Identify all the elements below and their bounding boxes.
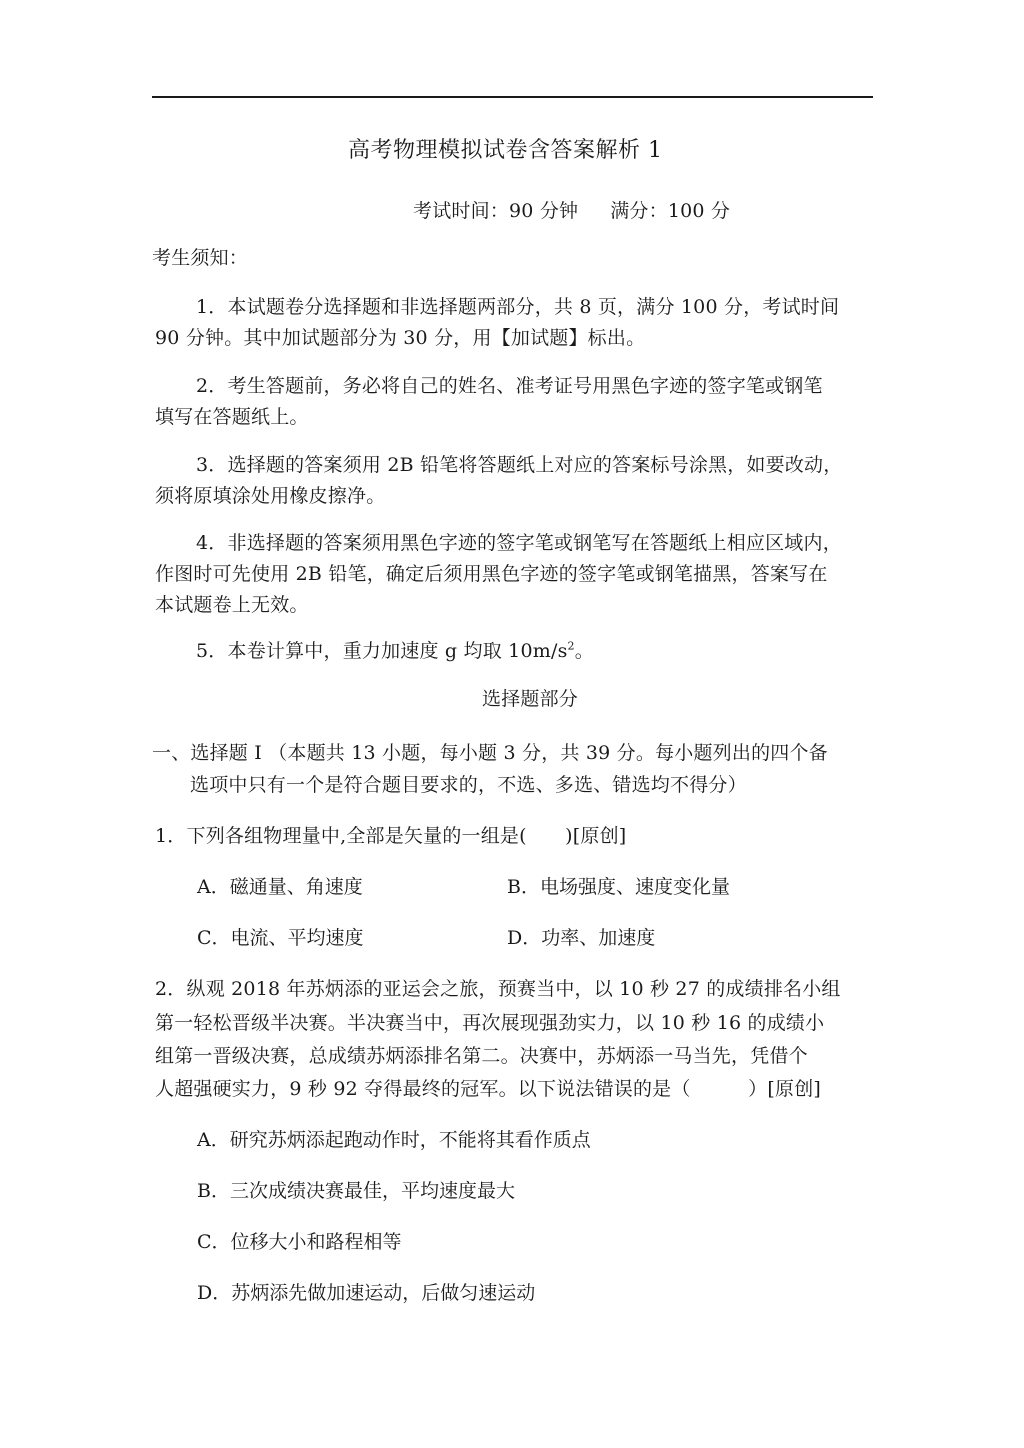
exam-time: 考试时间：90 分钟	[413, 200, 579, 222]
document-title: 高考物理模拟试卷含答案解析 1	[348, 138, 663, 163]
notice-item-3-line-1: 3．选择题的答案须用 2B 铅笔将答题纸上对应的答案标号涂黑，如要改动，	[196, 454, 843, 476]
notice-item-1-line-1: 1．本试题卷分选择题和非选择题两部分，共 8 页，满分 100 分，考试时间	[196, 296, 840, 318]
question-2-stem-line-1: 2．纵观 2018 年苏炳添的亚运会之旅，预赛当中，以 10 秒 27 的成绩排名小组	[155, 978, 841, 1000]
notice-item-4-line-1: 4．非选择题的答案须用黑色字迹的签字笔或钢笔写在答题纸上相应区域内，	[196, 532, 842, 554]
section-heading: 选择题部分	[482, 688, 579, 710]
question-1-option-d: D．功率、加速度	[507, 927, 656, 949]
part1-instructions-line-1: 一、选择题 I （本题共 13 小题，每小题 3 分，共 39 分。每小题列出的四个备	[152, 742, 828, 764]
question-2-stem-line-3: 组第一晋级决赛，总成绩苏炳添排名第二。决赛中，苏炳添一马当先，凭借个	[155, 1045, 808, 1067]
question-2-option-c: C．位移大小和路程相等	[197, 1231, 402, 1253]
part1-instructions-line-2: 选项中只有一个是符合题目要求的，不选、多选、错选均不得分）	[190, 774, 747, 796]
notice-item-4-line-2: 作图时可先使用 2B 铅笔，确定后须用黑色字迹的签字笔或钢笔描黑，答案写在	[155, 563, 828, 585]
question-1-option-a: A．磁通量、角速度	[197, 876, 363, 898]
full-score: 满分：100 分	[610, 200, 731, 222]
exam-meta	[413, 196, 730, 226]
notice-item-5	[196, 636, 594, 666]
question-2-option-a: A．研究苏炳添起跑动作时，不能将其看作质点	[197, 1129, 591, 1151]
question-2-stem-line-4: 人超强硬实力，9 秒 92 夺得最终的冠军。以下说法错误的是（ ）[原创]	[155, 1078, 822, 1100]
notice-item-1-line-2: 90 分钟。其中加试题部分为 30 分，用【加试题】标出。	[155, 327, 646, 349]
question-2-stem-line-2: 第一轻松晋级半决赛。半决赛当中，再次展现强劲实力，以 10 秒 16 的成绩小	[155, 1012, 825, 1034]
notice-item-5-text: 5．本卷计算中，重力加速度 g 均取 10m/s	[196, 640, 568, 662]
notice-item-3-line-2: 须将原填涂处用橡皮擦净。	[155, 485, 386, 507]
notice-item-5-end: 。	[574, 640, 594, 662]
question-1-stem: 1．下列各组物理量中,全部是矢量的一组是( )[原创]	[155, 825, 627, 847]
notice-item-2-line-1: 2．考生答题前，务必将自己的姓名、准考证号用黑色字迹的签字笔或钢笔	[196, 375, 823, 397]
exponent: 2	[567, 639, 575, 653]
question-1-option-c: C．电流、平均速度	[197, 927, 364, 949]
notice-heading: 考生须知：	[152, 247, 249, 269]
question-2-option-d: D．苏炳添先做加速运动，后做匀速运动	[197, 1282, 536, 1304]
header-rule	[152, 96, 873, 98]
question-2-option-b: B．三次成绩决赛最佳，平均速度最大	[197, 1180, 515, 1202]
question-1-option-b: B．电场强度、速度变化量	[507, 876, 730, 898]
notice-item-4-line-3: 本试题卷上无效。	[155, 594, 309, 616]
notice-item-2-line-2: 填写在答题纸上。	[155, 406, 309, 428]
